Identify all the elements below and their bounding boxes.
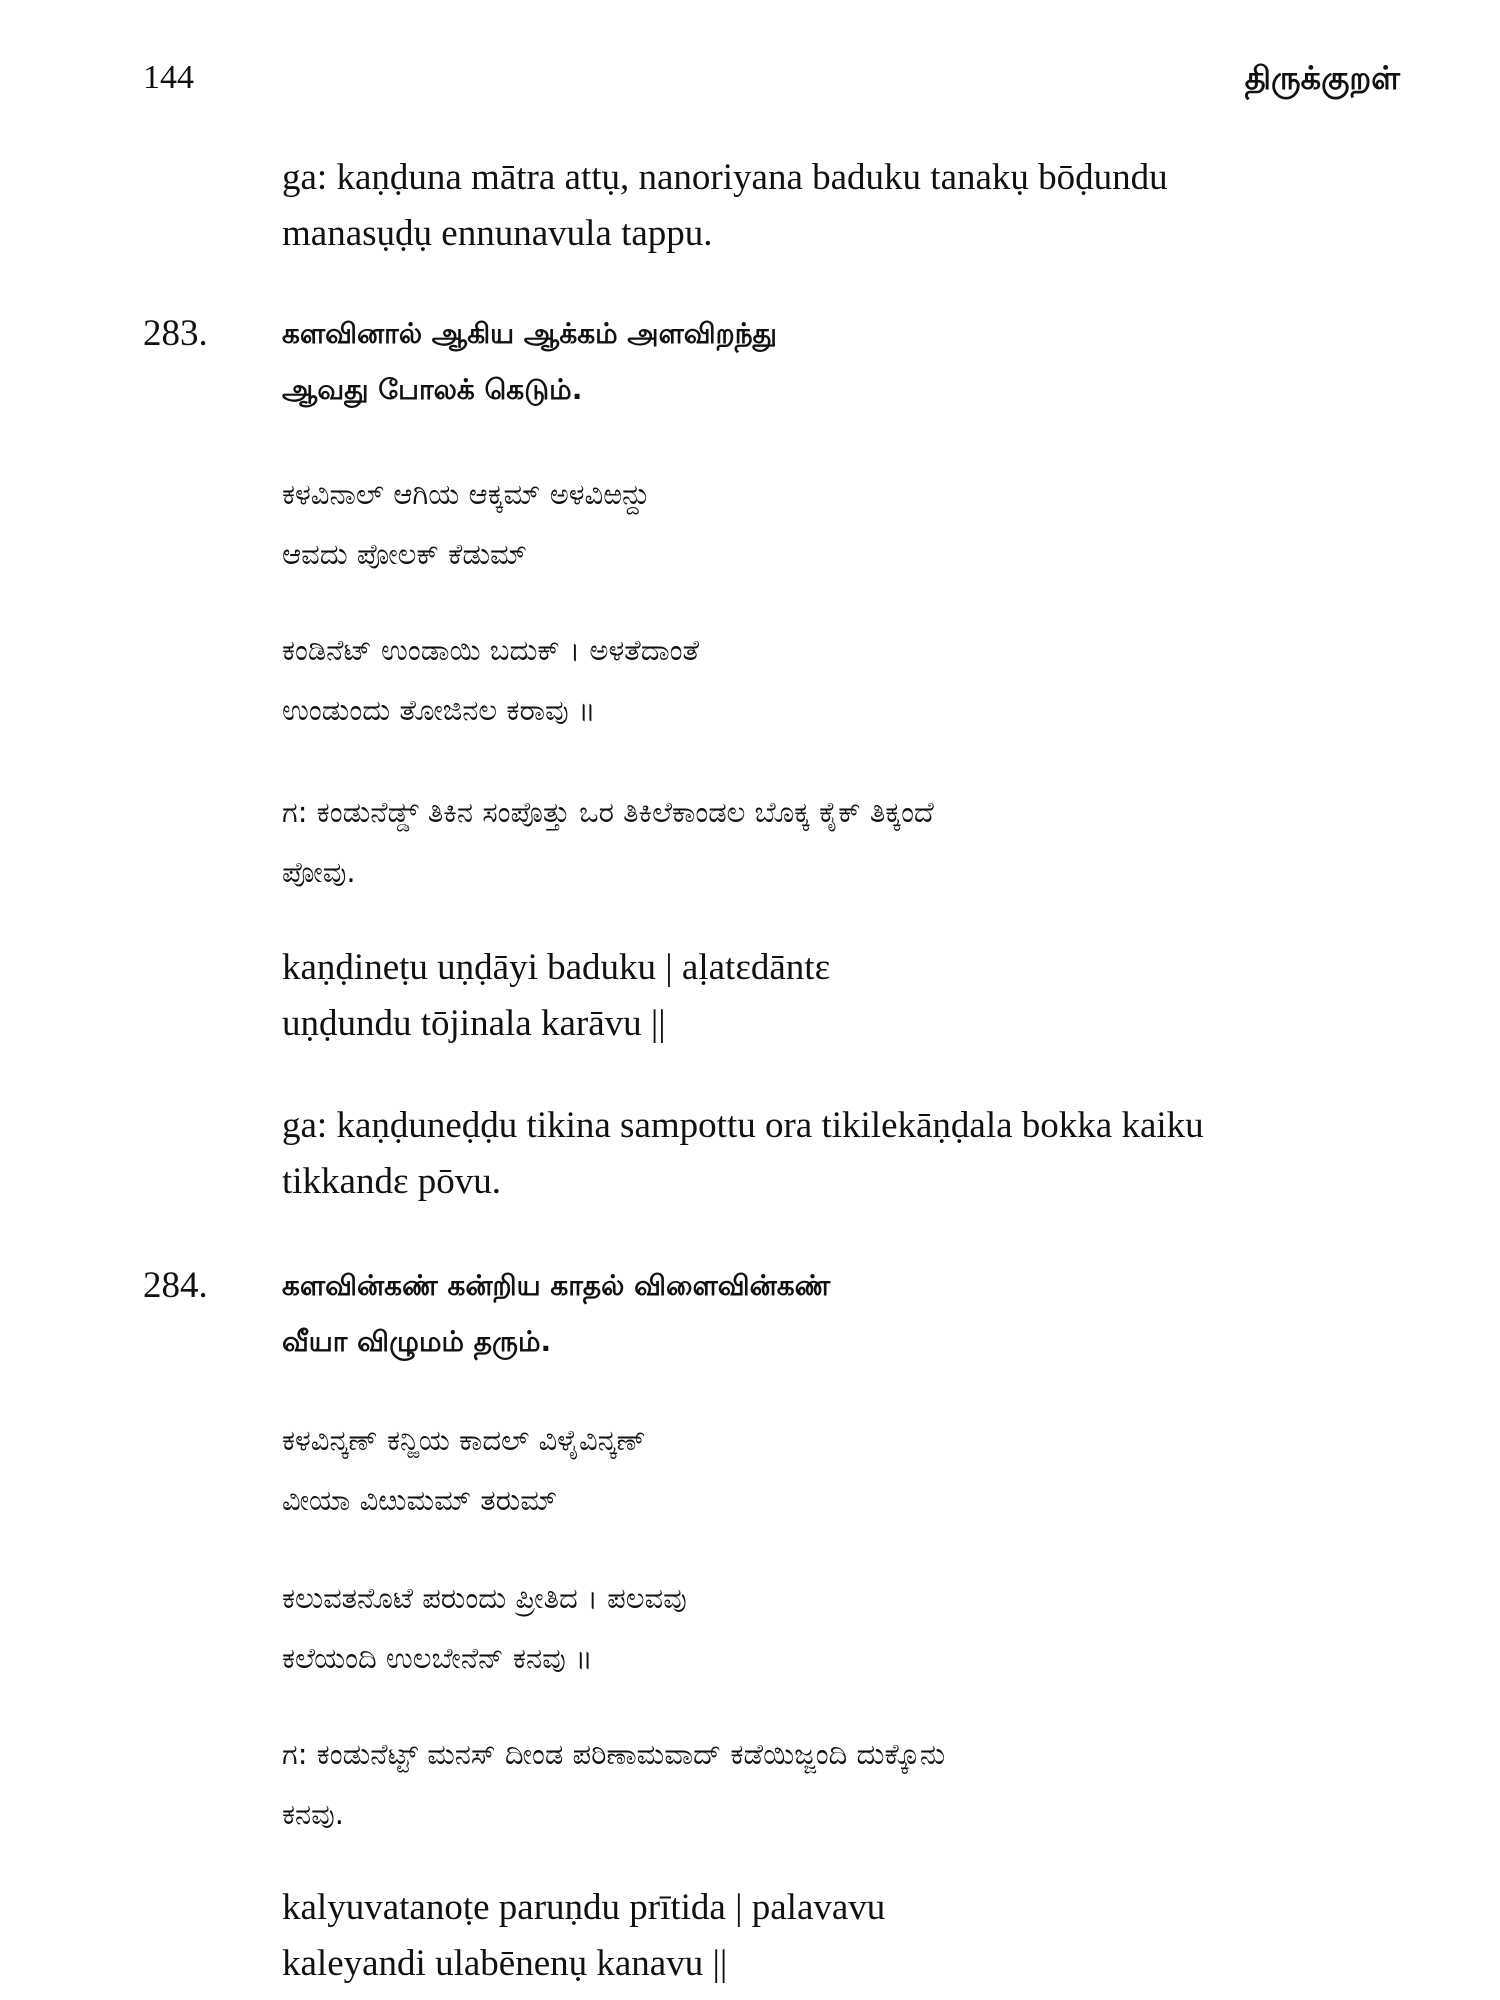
verse-number: 283. — [143, 313, 208, 354]
running-head: திருக்குறள் — [1244, 59, 1400, 97]
transliteration-line: ಕಳವಿನ್ಕಣ್ ಕನ್ಱಿಯ ಕಾದಲ್ ವಿಳೈವಿನ್ಕಣ್ — [282, 1423, 646, 1457]
romanized-verse-line: kaṇḍineṭu uṇḍāyi baduku | aḷatɛdāntɛ — [282, 947, 831, 988]
transliteration-line: ಕಳವಿನಾಲ್ ಆಗಿಯ ಆಕ್ಕಮ್ ಅಳವಿಱನ್ದು — [282, 477, 651, 511]
tamil-line: வீயா விழுமம் தரும். — [282, 1325, 552, 1358]
tamil-line: ஆவது போலக் கெடும். — [282, 373, 583, 406]
tamil-transliteration — [282, 1410, 1442, 1530]
tulu-gloss-line: ಗ: ಕಂಡುನೆಟ್ಟ್ ಮನಸ್ ದೀಂಡ ಪರಿಣಾಮವಾದ್ ಕಡೆಯಿಜ್ಜಂದಿ ದುಕ್ಕೊನು — [282, 1737, 946, 1771]
gloss-line: ga: kaṇḍuna mātra attụ, nanoriyana baduku tanakụ bōḍundu — [282, 157, 1168, 198]
verse-number: 284. — [143, 1265, 208, 1306]
tamil-line: களவின்கண் கன்றிய காதல் விளைவின்கண் — [282, 1269, 831, 1302]
tamil-transliteration — [282, 464, 1442, 584]
romanized-verse-line: uṇḍundu tōjinala karāvu || — [282, 1003, 666, 1044]
tulu-gloss-line: ಗ: ಕಂಡುನೆಡ್ಡ್ ತಿಕಿನ ಸಂಪೊತ್ತು ಒರ ತಿಕಿಲೆಕಾಂಡಲ ಬೊಕ್ಕ ಕೈಕ್ ತಿಕ್ಕಂದೆ — [282, 795, 934, 829]
transliteration-line: ವೀಯಾ ವಿೞುಮಮ್ ತರುಮ್ — [282, 1483, 558, 1517]
romanized-verse — [282, 1880, 1442, 1992]
tulu-verse-line: ಕಲೆಯಂದಿ ಉಲಬೇನೆನ್ ಕನವು ॥ — [282, 1641, 593, 1675]
page-number: 144 — [143, 59, 194, 96]
tamil-verse — [282, 306, 1442, 418]
tulu-verse-line: ಕಲುವತನೊಟೆ ಪರುಂದು ಪ್ರೀತಿದ । ಪಲವವು — [282, 1581, 687, 1615]
romanized-verse-line: kaleyandi ulabēnenụ kanavu || — [282, 1943, 728, 1984]
tulu-verse — [282, 620, 1442, 740]
tulu-verse — [282, 1568, 1442, 1688]
tulu-gloss — [282, 782, 1442, 902]
romanized-gloss-line: ga: kaṇḍuneḍḍu tikina sampottu ora tikilekāṇḍala bokka kaiku — [282, 1105, 1204, 1146]
transliteration-line: ಆವದು ಪೋಲಕ್ ಕೆಡುಮ್ — [282, 537, 528, 571]
romanized-gloss — [282, 1098, 1442, 1210]
tamil-line: களவினால் ஆகிய ஆக்கம் அளவிறந்து — [282, 317, 777, 350]
romanized-verse — [282, 940, 1442, 1052]
tulu-verse-line: ಉಂಡುಂದು ತೋಜಿನಲ ಕರಾವು ॥ — [282, 693, 596, 727]
tamil-verse — [282, 1258, 1442, 1370]
tulu-verse-line: ಕಂಡಿನೆಟ್ ಉಂಡಾಯಿ ಬದುಕ್ । ಅಳತೆದಾಂತೆ — [282, 633, 700, 667]
romanized-verse-line: kalyuvatanoṭe paruṇdu prītida | palavavu — [282, 1887, 886, 1928]
tulu-gloss — [282, 1724, 1442, 1844]
intro-gloss — [282, 150, 1442, 262]
tulu-gloss-line: ಕನವು. — [282, 1797, 345, 1831]
gloss-line: manasụḍụ ennunavula tappu. — [282, 213, 713, 254]
romanized-gloss-line: tikkandɛ pōvu. — [282, 1161, 502, 1202]
tulu-gloss-line: ಪೋವು. — [282, 855, 356, 889]
